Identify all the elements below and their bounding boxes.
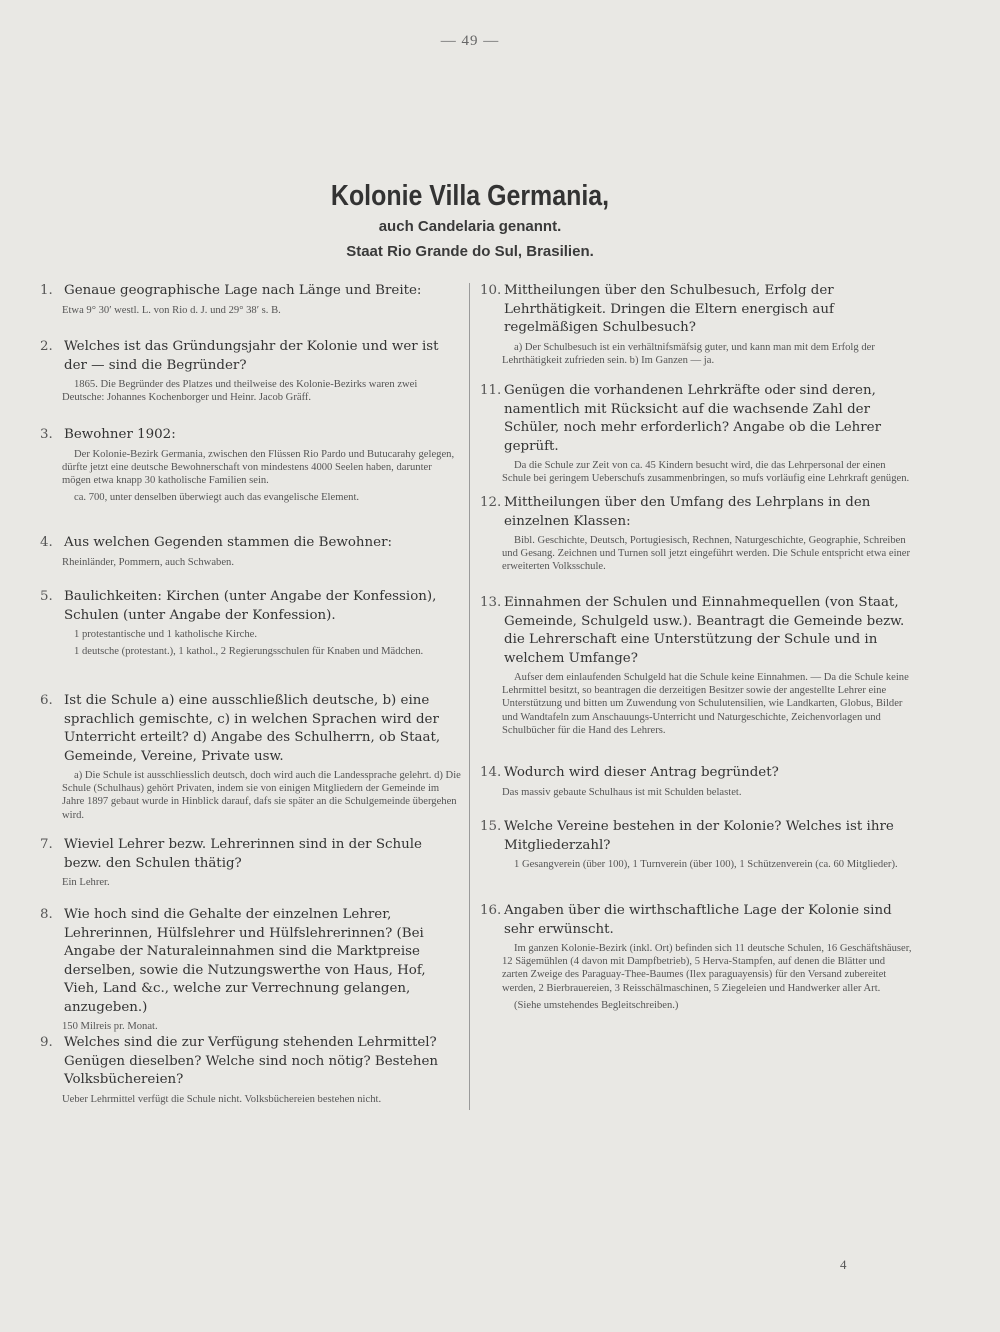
question-2: [40, 338, 462, 408]
question-number: 10.: [480, 283, 502, 298]
question-text: Mittheilungen über den Umfang des Lehrplans in den einzelnen Klassen:: [504, 495, 871, 529]
document-location: Staat Rio Grande do Sul, Brasilien.: [346, 243, 594, 260]
question-number: 11.: [480, 383, 502, 398]
question-number: 9.: [40, 1035, 53, 1050]
question-number: 8.: [40, 907, 53, 922]
question-1: [40, 282, 462, 321]
signature-mark: 4: [840, 1257, 847, 1272]
question-text: Mittheilungen über den Schulbesuch, Erfolg der Lehrthätigkeit. Dringen die Eltern energisch auf regelmäßigen Schulbesuch?: [504, 283, 834, 335]
document-title: Kolonie Villa Germania,: [330, 180, 610, 212]
answer-text: 1865. Die Begründer des Platzes und theilweise des Kolonie-Bezirks waren zwei Deutsche: Johannes Kochenborger und Heinr. Jacob Gräff.: [62, 379, 418, 404]
question-8: [40, 906, 462, 1037]
question-16: [480, 902, 912, 1016]
question-text: Wieviel Lehrer bezw. Lehrerinnen sind in der Schule bezw. den Schulen thätig?: [64, 837, 422, 871]
answer-text: 1 deutsche (protestant.), 1 kathol., 2 Regierungsschulen für Knaben und Mädchen.: [74, 646, 424, 658]
question-number: 16.: [480, 903, 502, 918]
column-divider: [469, 283, 470, 1110]
answer-text: 150 Milreis pr. Monat.: [62, 1021, 158, 1032]
question-number: 14.: [480, 765, 502, 780]
question-number: 3.: [40, 427, 53, 442]
answer-text: 1 Gesangverein (über 100), 1 Turnverein (über 100), 1 Schützenverein (ca. 60 Mitglieder).: [514, 859, 898, 870]
answer-text: Bibl. Geschichte, Deutsch, Portugiesisch, Rechnen, Naturgeschichte, Geographie, Schreiben und Gesang. Zeichnen und Turnen soll jetzt eingeführt werden. Die Schule entspricht etwa einer erweiterten Volksschule.: [502, 535, 911, 573]
question-3: [40, 426, 462, 508]
question-text: Ist die Schule a) eine ausschließlich deutsche, b) eine sprachlich gemischte, c) in welchen Sprachen wird der Unterricht erteilt? d) Angabe des Schulherrn, ob Staat, Gemeinde, Vereine, Private usw.: [64, 693, 441, 764]
answer-text: Rheinländer, Pommern, auch Schwaben.: [62, 556, 234, 568]
question-number: 15.: [480, 819, 502, 834]
answer-text: Da die Schule zur Zeit von ca. 45 Kindern besucht wird, die das Lehrpersonal der einen Schule bei geringem Ueberschufs zusammenbringen, so mufs vorläufig eine Lehrkraft genügen.: [502, 460, 910, 485]
answer-text: Im ganzen Kolonie-Bezirk (inkl. Ort) befinden sich 11 deutsche Schulen, 16 Geschäftshäuser, 12 Sägemühlen (4 davon mit Dampfbetrieb), 5 Herva-Stampfen, auf denen die Blätter und zarten Zweige des Paraguay-Thee-Baumes (Ilex paraguayensis) für den Versand zubereitet werden, 2 Bierbrauereien, 3 Reisschälmaschinen, 5 Ziegeleien und Handwerker aller Art.: [502, 943, 912, 994]
question-7: [40, 836, 462, 893]
question-text: Baulichkeiten: Kirchen (unter Angabe der Konfession), Schulen (unter Angabe der Konfession).: [64, 589, 437, 623]
document-subtitle: auch Candelaria genannt.: [378, 218, 562, 235]
question-text: Welches sind die zur Verfügung stehenden Lehrmittel? Genügen dieselben? Welche sind noch nötig? Bestehen Volksbüchereien?: [64, 1035, 438, 1087]
answer-text: Aufser dem einlaufenden Schulgeld hat die Schule keine Einnahmen. — Da die Schule keine Lehrmittel besitzt, so beantragen die derzeitigen Besitzer sowie der angestellte Lehrer eine Unterstützung und bitten um Zuwendung von Schulutensilien, wie Landkarten, Globus, Bilder und Wandtafeln zum Anschauungs-Unterricht und Naturgeschichte, Zeichenvorlagen und Schulbücher für die Hand des Lehrers.: [502, 672, 909, 736]
answer-text: Etwa 9° 30′ westl. L. von Rio d. J. und 29° 38′ s. B.: [62, 304, 281, 316]
question-15: [480, 818, 912, 875]
question-number: 6.: [40, 693, 53, 708]
page-number: — 49 —: [440, 33, 500, 49]
question-text: Bewohner 1902:: [64, 427, 176, 442]
answer-text: Ein Lehrer.: [62, 877, 110, 888]
question-9: [40, 1034, 462, 1110]
answer-text: a) Die Schule ist ausschliesslich deutsch, doch wird auch die Landessprache gelehrt. d) Die Schule (Schulhaus) gehört Privaten, indem sie von einigen Mitgliedern der Gemeinde im Jahre 1897 gebaut wurde in Hinblick darauf, dafs sie später an die Schulgemeinde übergehen wird.: [62, 770, 461, 821]
question-number: 1.: [40, 283, 53, 298]
question-text: Welches ist das Gründungsjahr der Kolonie und wer ist der — sind die Begründer?: [64, 339, 439, 373]
question-12: [480, 494, 912, 578]
question-text: Wodurch wird dieser Antrag begründet?: [504, 765, 779, 780]
question-number: 4.: [40, 535, 53, 550]
question-10: [480, 282, 912, 371]
question-text: Einnahmen der Schulen und Einnahmequellen (von Staat, Gemeinde, Schulgeld usw.). Beantragt die Gemeinde bezw. die Lehrerschaft eine Unterstützung der Schule und in welchem Umfange?: [504, 595, 905, 666]
answer-text: 1 protestantische und 1 katholische Kirche.: [74, 629, 257, 640]
answer-text: (Siehe umstehendes Begleitschreiben.): [514, 999, 679, 1011]
header: [240, 180, 700, 260]
answer-text: Der Kolonie-Bezirk Germania, zwischen den Flüssen Rio Pardo und Butucarahy gelegen, dürfte jetzt eine deutsche Bewohnerschaft von mindestens 4000 Seelen haben, darunter mögen etwa knapp 30 katholische Familien sein.: [62, 448, 455, 486]
question-number: 13.: [480, 595, 502, 610]
question-number: 2.: [40, 339, 53, 354]
answer-text: Ueber Lehrmittel verfügt die Schule nicht. Volksbüchereien bestehen nicht.: [62, 1093, 382, 1105]
question-11: [480, 382, 912, 489]
answer-text: ca. 700, unter denselben überwiegt auch das evangelische Element.: [74, 492, 360, 504]
question-text: Aus welchen Gegenden stammen die Bewohner:: [64, 535, 392, 550]
question-13: [480, 594, 912, 741]
question-text: Welche Vereine bestehen in der Kolonie? Welches ist ihre Mitgliederzahl?: [504, 819, 894, 853]
question-5: [40, 588, 462, 662]
question-4: [40, 534, 462, 573]
question-text: Genügen die vorhandenen Lehrkräfte oder sind deren, namentlich mit Rücksicht auf die wachsende Zahl der Schüler, noch mehr erforderlich? Angabe ob die Lehrer geprüft.: [504, 383, 882, 454]
question-number: 12.: [480, 495, 502, 510]
question-text: Angaben über die wirthschaftliche Lage der Kolonie sind sehr erwünscht.: [504, 903, 892, 937]
question-number: 7.: [40, 837, 53, 852]
answer-text: a) Der Schulbesuch ist ein verhältnifsmäfsig guter, und kann man mit dem Erfolg der Lehrthätigkeit zufrieden sein. b) Im Ganzen — ja.: [502, 341, 875, 366]
question-text: Genaue geographische Lage nach Länge und Breite:: [64, 283, 422, 298]
question-14: [480, 764, 912, 803]
answer-text: Das massiv gebaute Schulhaus ist mit Schulden belastet.: [502, 786, 742, 798]
question-text: Wie hoch sind die Gehalte der einzelnen Lehrer, Lehrerinnen, Hülfslehrer und Hülfslehrerinnen? (Bei Angabe der Naturaleinnahmen sind die Marktpreise derselben, sowie die Nutzungswerthe von Haus, Hof, Vieh, Land &c., welche zur Verrechnung gelangen, anzugeben.): [64, 907, 426, 1015]
question-6: [40, 692, 462, 826]
question-number: 5.: [40, 589, 53, 604]
